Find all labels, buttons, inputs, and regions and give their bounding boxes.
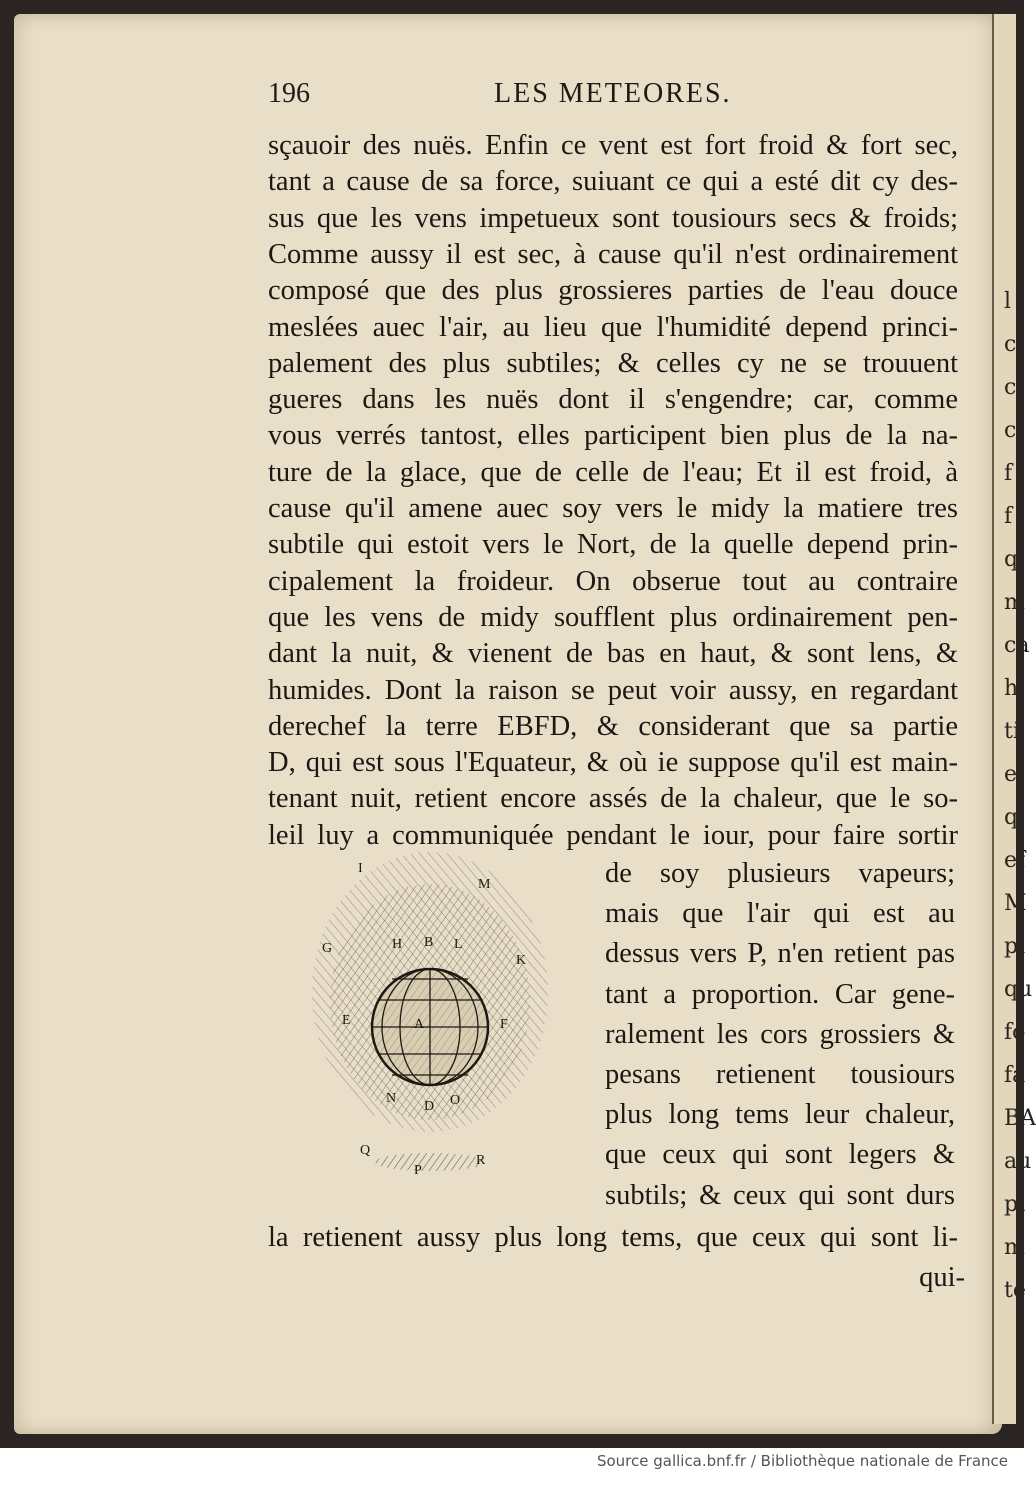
adjacent-page-letter: pl xyxy=(1004,934,1026,959)
text-line: composé que des plus grossieres parties de l'eau douce xyxy=(268,275,958,307)
text-line: ralement les cors grossiers & xyxy=(605,1018,955,1050)
svg-text:P: P xyxy=(414,1163,422,1178)
svg-text:E: E xyxy=(342,1013,351,1028)
text-line: de soy plusieurs vapeurs; xyxy=(605,858,955,889)
text-line: cipalement la froideur. On obserue tout au contraire xyxy=(268,565,958,597)
adjacent-page-letter: M xyxy=(1004,891,1027,916)
text-line: mais que l'air qui est au xyxy=(605,898,955,930)
adjacent-page-letter: pi xyxy=(1004,1192,1026,1217)
adjacent-page-letter: c xyxy=(1004,375,1017,400)
svg-text:R: R xyxy=(476,1153,486,1168)
adjacent-page-letter: fo xyxy=(1004,1020,1026,1045)
svg-text:B: B xyxy=(424,935,434,950)
text-line: Comme aussy il est sec, à cause qu'il n'est ordinairement xyxy=(268,238,958,270)
text-line: subtils; & ceux qui sont durs xyxy=(605,1179,955,1211)
svg-text:Q: Q xyxy=(360,1143,371,1158)
text-line: vous verrés tantost, elles participent bien plus de la na- xyxy=(268,420,958,452)
text-line: leil luy a communiquée pendant le iour, pour faire sortir xyxy=(268,819,958,851)
adjacent-page-letter: f xyxy=(1004,461,1013,486)
svg-text:D: D xyxy=(424,1099,435,1114)
text-line: que les vens de midy soufflent plus ordinairement pen- xyxy=(268,601,958,633)
adjacent-page-letter: q xyxy=(1004,547,1019,572)
adjacent-page-letter: ti xyxy=(1004,719,1020,744)
page-number: 196 xyxy=(268,78,310,109)
adjacent-page-letter: ca xyxy=(1004,633,1030,658)
adjacent-page-letter: l xyxy=(1004,289,1012,314)
text-line: tant a cause de sa force, suiuant ce qui a esté dit cy des- xyxy=(268,166,958,198)
text-line: pesans retienent tousiours xyxy=(605,1059,955,1090)
svg-text:N: N xyxy=(386,1091,397,1106)
svg-text:I: I xyxy=(358,861,363,876)
text-line: ture de la glace, que de celle de l'eau; Et il est froid, à xyxy=(268,456,958,488)
text-line: sus que les vens impetueux sont tousiours secs & froids; xyxy=(268,202,958,234)
adjacent-page-letter: BA xyxy=(1004,1106,1036,1131)
text-line: sçauoir des nuës. Enfin ce vent est fort froid & fort sec, xyxy=(268,130,958,161)
text-line: D, qui est sous l'Equateur, & où ie suppose qu'il est main- xyxy=(268,747,958,779)
adjacent-page-edge xyxy=(992,14,1036,1424)
text-line: derechef la terre EBFD, & considerant que sa partie xyxy=(268,710,958,742)
adjacent-page-letter: el xyxy=(1004,762,1025,787)
adjacent-page-letter: m xyxy=(1004,590,1025,615)
source-caption: Source gallica.bnf.fr / Bibliothèque nationale de France xyxy=(596,1452,1008,1470)
adjacent-page-letter: au xyxy=(1004,1149,1032,1174)
text-line: plus long tems leur chaleur, xyxy=(605,1099,955,1131)
adjacent-page-letter: fa xyxy=(1004,1063,1026,1088)
svg-text:A: A xyxy=(414,1017,425,1032)
adjacent-page-letter: c xyxy=(1004,418,1017,443)
running-title: LES METEORES. xyxy=(494,78,732,109)
svg-text:O: O xyxy=(450,1093,461,1108)
adjacent-page-letter: q xyxy=(1004,805,1019,830)
text-line: que ceux qui sont legers & xyxy=(605,1139,955,1171)
text-line: cause qu'il amene auec soy vers le midy la matiere tres xyxy=(268,493,958,524)
text-line: tenant nuit, retient encore assés de la chaleur, que le so- xyxy=(268,783,958,815)
adjacent-page-letter: qu xyxy=(1004,977,1033,1002)
text-line: dant la nuit, & vienent de bas en haut, & sont lens, & xyxy=(268,638,958,670)
svg-text:K: K xyxy=(516,953,527,968)
adjacent-page-letter: ef xyxy=(1004,848,1026,873)
adjacent-page-letter: f xyxy=(1004,504,1013,529)
text-line: meslées auec l'air, au lieu que l'humidité depend princi- xyxy=(268,311,958,343)
svg-text:F: F xyxy=(500,1017,508,1032)
adjacent-page-letter: h xyxy=(1004,676,1019,701)
svg-text:L: L xyxy=(454,937,463,952)
body-last-line: la retienent aussy plus long tems, que ceux qui sont li- xyxy=(268,1222,958,1253)
lower-vapour xyxy=(375,1153,485,1171)
adjacent-page-letter: te xyxy=(1004,1278,1026,1303)
text-line: tant a proportion. Car gene- xyxy=(605,978,955,1010)
globe-vapour-figure xyxy=(300,842,575,1182)
text-line: subtile qui estoit vers le Nort, de la quelle depend prin- xyxy=(268,529,958,561)
adjacent-page-letter: c xyxy=(1004,332,1017,357)
svg-text:G: G xyxy=(322,941,333,956)
catchword: qui- xyxy=(919,1262,965,1293)
svg-text:M: M xyxy=(478,877,491,892)
adjacent-page-letter: m xyxy=(1004,1235,1025,1260)
svg-text:H: H xyxy=(392,937,403,952)
text-line: gueres dans les nuës dont il s'engendre; car, comme xyxy=(268,384,958,416)
text-line: dessus vers P, n'en retient pas xyxy=(605,938,955,970)
text-line: humides. Dont la raison se peut voir aussy, en regardant xyxy=(268,674,958,706)
text-line: palement des plus subtiles; & celles cy ne se trouuent xyxy=(268,347,958,379)
page-header xyxy=(268,78,960,118)
